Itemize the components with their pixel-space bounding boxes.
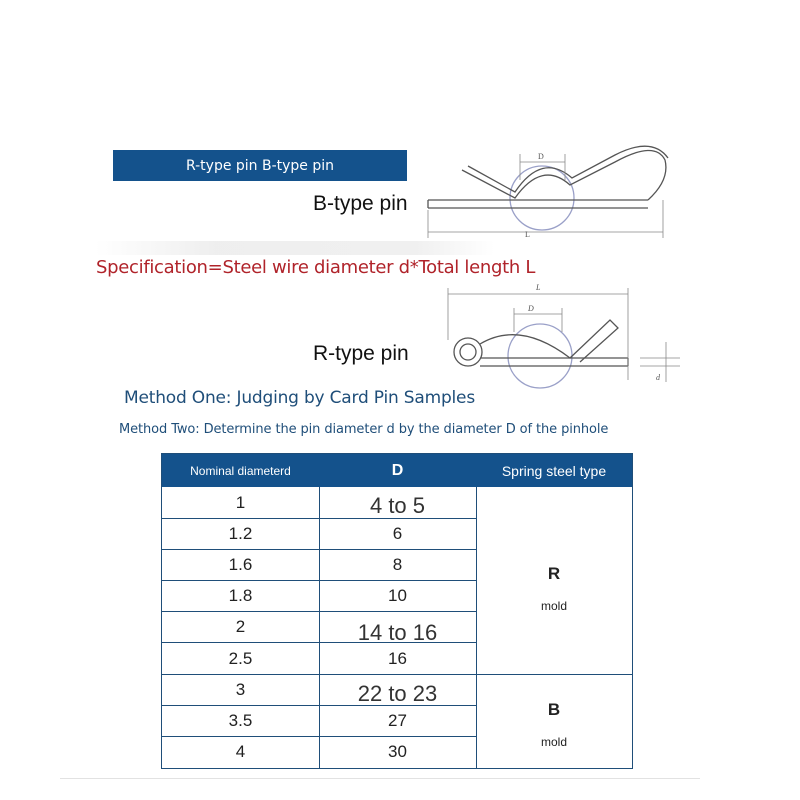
b-diagram-D-label: D [538,152,544,161]
table-cell-nominal: 3.5 [228,710,253,730]
header-D: D [319,454,476,487]
table-cell-nominal: 1.6 [228,554,253,574]
r-diagram-D-label: D [528,304,534,313]
table-cell-D: 27 [388,710,407,730]
b-type-pin-diagram [420,140,670,240]
spec-shadow [95,241,495,255]
b-diagram-L-label: L [525,230,530,239]
header-nominal-diameter: Nominal diameterd [162,454,319,487]
table-cell-D: 14 to 16 [357,619,438,645]
type-r-letter: R [547,564,561,583]
table-cell-nominal: 1.2 [228,523,253,543]
table-cell-nominal: 1 [235,492,246,512]
pin-type-banner: R-type pin B-type pin [113,150,407,181]
method-two-text: Method Two: Determine the pin diameter d by the diameter D of the pinhole [119,422,609,437]
r-type-pin-label: R-type pin [313,342,409,365]
specification-text: Specification=Steel wire diameter d*Total length L [96,257,536,278]
column-divider [476,487,477,768]
type-r-word: mold [540,599,567,613]
bottom-divider [60,778,700,779]
r-diagram-L-label: L [536,283,541,292]
table-cell-D: 10 [388,585,407,605]
r-type-pin-diagram [440,280,690,390]
table-cell-nominal: 4 [235,741,246,761]
table-cell-nominal: 3 [235,679,246,699]
table-cell-D: 22 to 23 [357,680,438,706]
table-cell-D: 30 [388,741,407,761]
method-one-text: Method One: Judging by Card Pin Samples [124,388,475,408]
pin-size-table [161,453,633,769]
table-cell-D: 6 [392,523,403,543]
table-cell-nominal: 1.8 [228,585,253,605]
table-cell-nominal: 2.5 [228,648,253,668]
b-type-pin-label: B-type pin [313,192,408,215]
r-diagram-d-label: d [656,373,660,382]
table-cell-D: 16 [388,648,407,668]
table-cell-nominal: 2 [235,616,246,636]
type-b-letter: B [547,700,561,719]
header-spring-steel-type: Spring steel type [476,454,632,487]
table-cell-D: 8 [392,554,403,574]
type-b-word: mold [540,735,567,749]
table-cell-D: 4 to 5 [369,492,426,518]
